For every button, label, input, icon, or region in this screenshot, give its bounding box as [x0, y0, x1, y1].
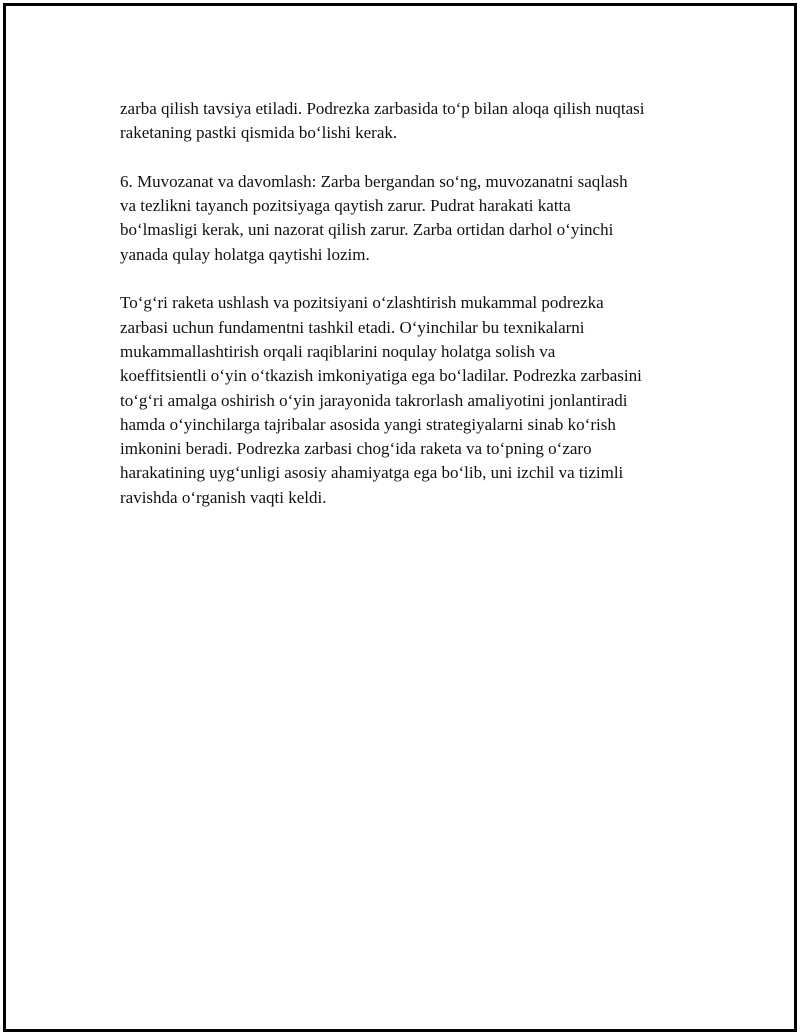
paragraph [120, 97, 700, 146]
text-line: zarbasi uchun fundamentni tashkil etadi. O‘yinchilar bu texnikalarni [120, 317, 585, 337]
text-line: to‘g‘ri amalga oshirish o‘yin jarayonida takrorlash amaliyotini jonlantiradi [120, 390, 628, 410]
paragraph [120, 170, 700, 267]
document-body [120, 97, 700, 534]
text-line: mukammallashtirish orqali raqiblarini noqulay holatga solish va [120, 341, 556, 361]
text-line: To‘g‘ri raketa ushlash va pozitsiyani o‘zlashtirish mukammal podrezka [120, 293, 604, 313]
text-line: va tezlikni tayanch pozitsiyaga qaytish zarur. Pudrat harakati katta [120, 196, 571, 216]
text-line: zarba qilish tavsiya etiladi. Podrezka zarbasida to‘p bilan aloqa qilish nuqtasi [120, 99, 645, 118]
text-line: imkonini beradi. Podrezka zarbasi chog‘ida raketa va to‘pning o‘zaro [120, 439, 592, 459]
page-frame [3, 3, 797, 1032]
text-line: raketaning pastki qismida bo‘lishi kerak. [120, 123, 398, 143]
text-line: hamda o‘yinchilarga tajribalar asosida yangi strategiyalarni sinab ko‘rish [120, 414, 616, 434]
text-line: 6. Muvozanat va davomlash: Zarba bergandan so‘ng, muvozanatni saqlash [120, 171, 628, 191]
text-line: ravishda o‘rganish vaqti keldi. [120, 487, 327, 507]
text-line: bo‘lmasligi kerak, uni nazorat qilish zarur. Zarba ortidan darhol o‘yinchi [120, 220, 614, 240]
paragraph [120, 291, 700, 510]
text-line: koeffitsientli o‘yin o‘tkazish imkoniyatiga ega bo‘ladilar. Podrezka zarbasini [120, 366, 642, 386]
text-line: harakatining uyg‘unligi asosiy ahamiyatga ega bo‘lib, uni izchil va tizimli [120, 463, 624, 483]
text-line: yanada qulay holatga qaytishi lozim. [120, 244, 370, 264]
